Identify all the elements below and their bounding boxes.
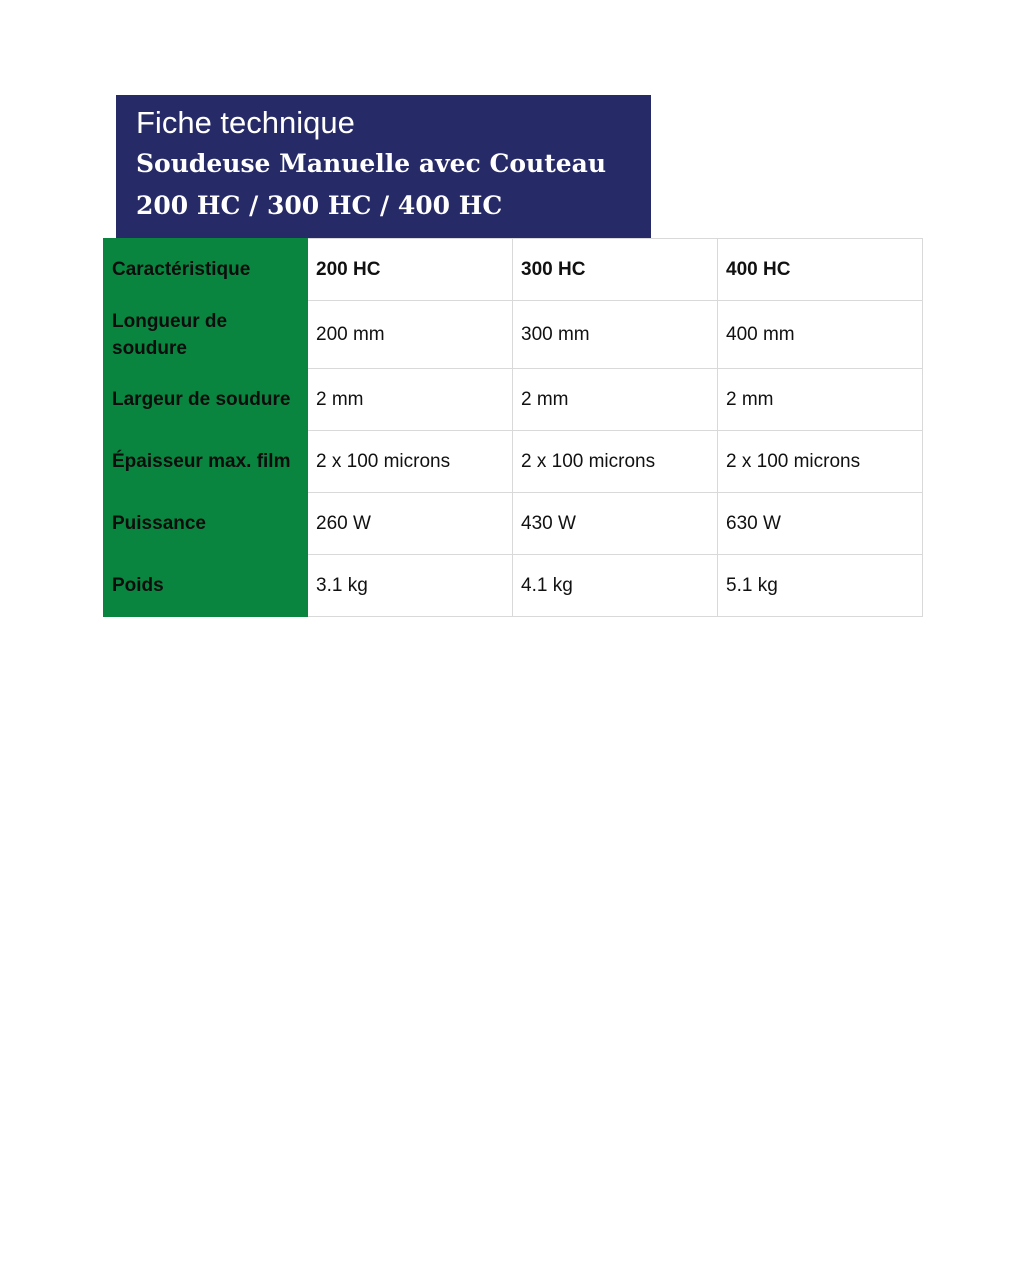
value-cell: 2 mm — [513, 369, 718, 431]
value-cell: 2 mm — [718, 369, 923, 431]
header-model-cell: 300 HC — [513, 239, 718, 301]
value-cell: 430 W — [513, 493, 718, 555]
doc-models-line: 200 HC / 300 HC / 400 HC — [136, 191, 503, 220]
value-cell: 3.1 kg — [308, 555, 513, 617]
table-row — [104, 431, 923, 493]
value-cell: 5.1 kg — [718, 555, 923, 617]
spec-table — [103, 238, 923, 617]
value-cell: 4.1 kg — [513, 555, 718, 617]
doc-subtitle: Fiche technique — [136, 105, 355, 140]
table-header-row — [104, 239, 923, 301]
value-cell: 200 mm — [308, 301, 513, 369]
value-cell: 2 x 100 microns — [513, 431, 718, 493]
row-label-cell: Puissance — [104, 493, 308, 555]
doc-title: Soudeuse Manuelle avec Couteau — [136, 149, 607, 178]
header-model-cell: 400 HC — [718, 239, 923, 301]
table-row — [104, 555, 923, 617]
value-cell: 400 mm — [718, 301, 923, 369]
table-row — [104, 369, 923, 431]
value-cell: 260 W — [308, 493, 513, 555]
row-label-cell: Épaisseur max. film — [104, 431, 308, 493]
value-cell: 2 x 100 microns — [718, 431, 923, 493]
value-cell: 2 mm — [308, 369, 513, 431]
row-label-cell: Longueur de soudure — [104, 301, 308, 369]
header-model-cell: 200 HC — [308, 239, 513, 301]
value-cell: 300 mm — [513, 301, 718, 369]
table-row — [104, 301, 923, 369]
row-label-cell: Largeur de soudure — [104, 369, 308, 431]
header-label-cell: Caractéristique — [104, 239, 308, 301]
title-banner — [116, 95, 651, 238]
row-label-cell: Poids — [104, 555, 308, 617]
value-cell: 630 W — [718, 493, 923, 555]
table-row — [104, 493, 923, 555]
value-cell: 2 x 100 microns — [308, 431, 513, 493]
